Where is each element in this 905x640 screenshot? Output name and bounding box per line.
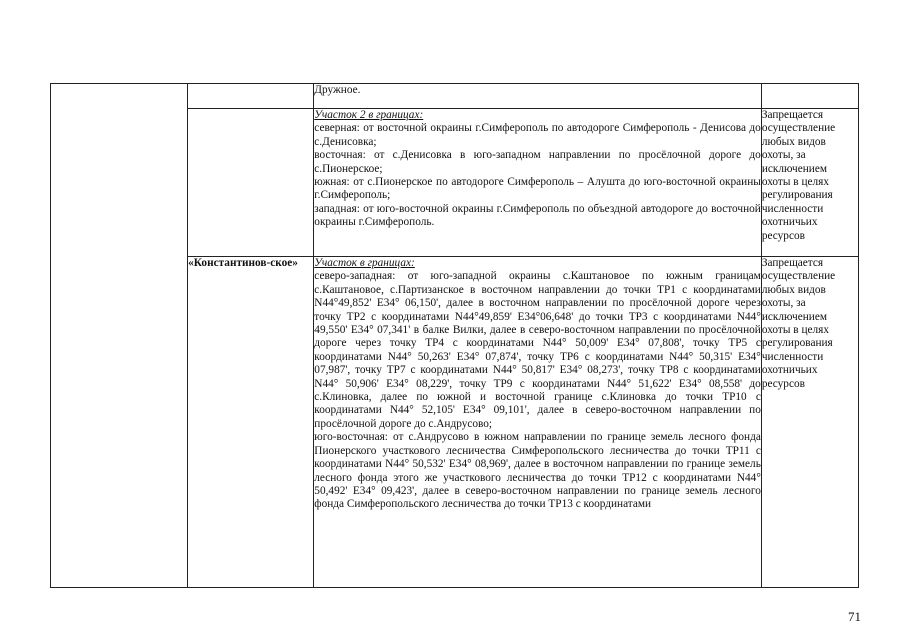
regulation-table bbox=[50, 83, 859, 588]
section-title: Участок в границах: bbox=[314, 257, 415, 269]
boundary-east: восточная: от с.Денисовка в юго-западном направлении по просёлочной дороге до с.Пионерское; bbox=[314, 149, 761, 175]
section-title: Участок 2 в границах: bbox=[314, 109, 424, 121]
table-cell bbox=[761, 84, 858, 109]
boundary-description bbox=[314, 257, 762, 588]
boundary-south: южная: от с.Пионерское по автодороге Симферополь – Алушта до юго-восточной окраины г.Симферополь; bbox=[314, 176, 761, 202]
restriction-note: Запрещается осуществление любых видов охоты, за исключением охоты в целях регулирования численности охотничьих ресурсов bbox=[761, 257, 858, 588]
boundary-north: северная: от восточной окраины г.Симферополь по автодороге Симферополь - Денисова до с.Денисовка; bbox=[314, 122, 761, 148]
boundary-southeast: юго-восточная: от с.Андрусово в южном направлении по границе земель лесного фонда Пионерского участкового лесничества Симферопольского лесничества до точки ТР11 с координатами N44° 50,532' E34° 08,969', далее в восточном направлении по границе земель лесного фонда этого же участкового лесничества до точки ТР12 с координатами N44° 50,492' E34° 09,423', далее в северо-восточном направлении по границе земель лесного фонда Симферопольского лесничества до точки ТР13 с координатами bbox=[314, 431, 761, 511]
table-row bbox=[51, 84, 859, 109]
boundary-description bbox=[314, 109, 762, 257]
hunting-ground-name: «Константинов-ское» bbox=[188, 257, 298, 269]
boundary-text-continued: Дружное. bbox=[314, 84, 361, 96]
table-cell bbox=[188, 84, 314, 109]
boundary-northwest: северо-западная: от юго-западной окраины с.Каштановое по южным границам с.Каштановое, с.Партизанское в восточном направлении до точки ТР1 с координатами N44°49,852' E34° 06,150', далее в восточном направлении по просёлочной дороге через точку ТР2 с координатами N44°49,859' E34°06,648' до точки ТР3 с координатами N44° 49,550' E34° 07,341' в балке Вилки, далее в северо-восточном направлении по просёлочной дороге через точку ТР4 с координатами N44° 50,009' E34° 07,808', точку ТР5 с координатами N44° 50,263' E34° 07,874', точку ТР6 с координатами N44° 50,315' E34° 07,987', точку ТР7 с координатами N44° 50,817' E34° 08,273', точку ТР8 с координатами N44° 50,906' E34° 08,229', точку ТР9 с координатами N44° 51,622' E34° 08,558' до с.Клиновка, далее по южной и восточной границе с.Клиновка до точки ТР10 с координатами N44° 52,105' E34° 09,101', далее в северо-восточном направлении по просёлочной дороге до с.Андрусово; bbox=[314, 270, 761, 430]
hunting-ground-cell bbox=[188, 257, 314, 588]
table-cell bbox=[188, 109, 314, 257]
page-number: 71 bbox=[848, 609, 861, 624]
restriction-note: Запрещается осуществление любых видов охоты, за исключением охоты в целях регулирования численности охотничьих ресурсов bbox=[761, 109, 858, 257]
table-cell bbox=[314, 84, 762, 109]
boundary-west: западная: от юго-восточной окраины г.Симферополь по объездной автодороге до восточной окраины г.Симферополь. bbox=[314, 202, 761, 229]
table-cell bbox=[51, 84, 188, 588]
